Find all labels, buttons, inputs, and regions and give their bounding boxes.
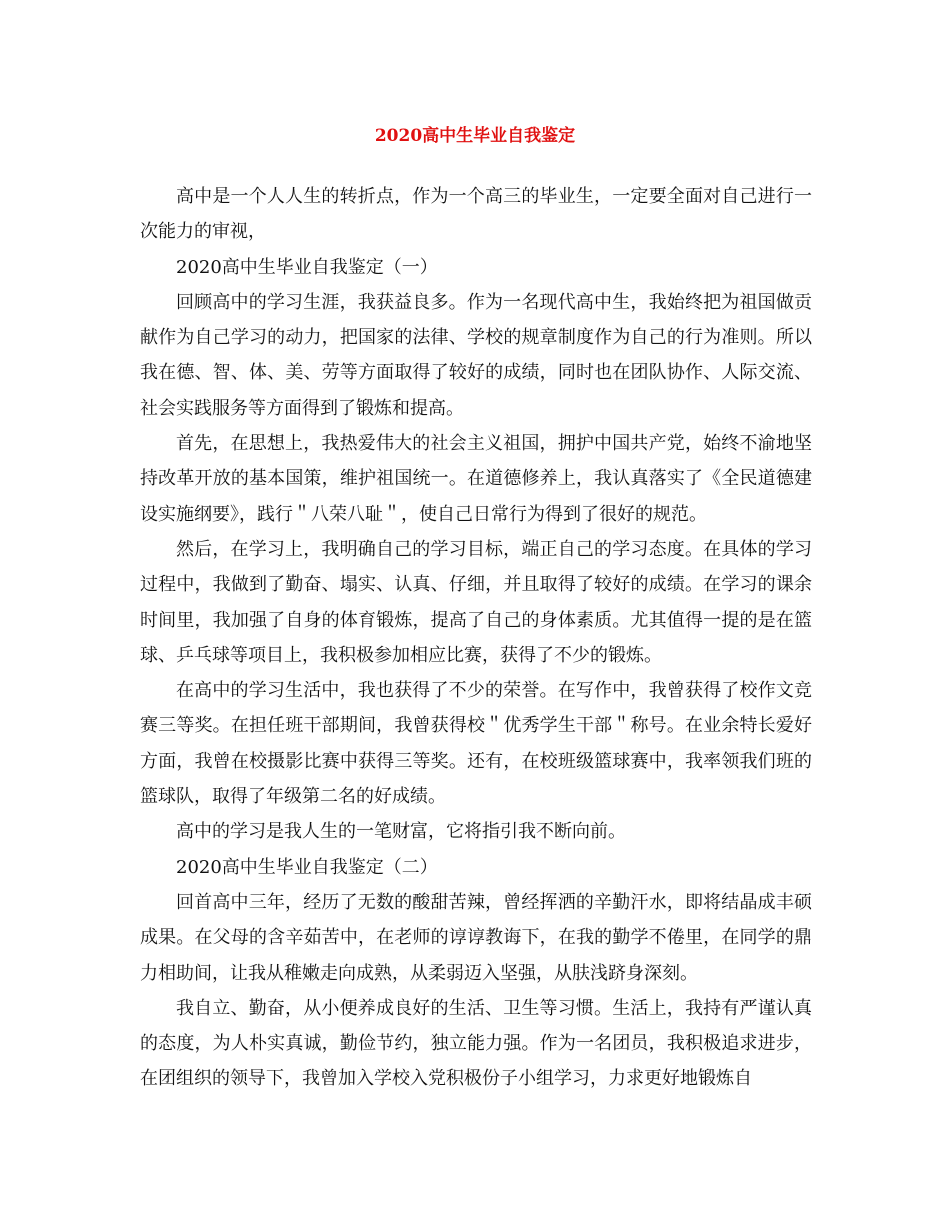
paragraph: 我自立、勤奋，从小便养成良好的生活、卫生等习惯。生活上，我持有严谨认真的态度，为人朴实真诚，勤俭节约，独立能力强。作为一名团员，我积极追求进步，在团组织的领导下，我曾加入学校入党积极份子小组学习，力求更好地锻炼自 [140,997,812,1090]
paragraph: 高中的学习是我人生的一笔财富，它将指引我不断向前。 [176,821,626,843]
paragraph: 在高中的学习生活中，我也获得了不少的荣誉。在写作中，我曾获得了校作文竞赛三等奖。在担任班干部期间，我曾获得校＂优秀学生干部＂称号。在业余特长爱好方面，我曾在校摄影比赛中获得三等奖。还有，在校班级篮球赛中，我率领我们班的篮球队，取得了年级第二名的好成绩。 [140,680,812,808]
paragraph: 首先，在思想上，我热爱伟大的社会主义祖国，拥护中国共产党，始终不渝地坚持改革开放的基本国策，维护祖国统一。在道德修养上，我认真落实了《全民道德建设实施纲要》，践行＂八荣八耻＂，使自己日常行为得到了很好的规范。 [140,433,812,525]
paragraph: 回首高中三年，经历了无数的酸甜苦辣，曾经挥洒的辛勤汗水，即将结晶成丰硕成果。在父母的含辛茹苦中，在老师的谆谆教诲下，在我的勤学不倦里，在同学的鼎力相助间，让我从稚嫩走向成熟，从柔弱迈入坚强，从肤浅跻身深刻。 [140,891,812,984]
paragraph: 回顾高中的学习生涯，我获益良多。作为一名现代高中生，我始终把为祖国做贡献作为自己学习的动力，把国家的法律、学校的规章制度作为自己的行为准则。所以我在德、智、体、美、劳等方面取得了较好的成绩，同时也在团队协作、人际交流、社会实践服务等方面得到了锻炼和提高。 [140,291,812,419]
section-heading-1: 2020高中生毕业自我鉴定（一） [176,256,438,278]
section-heading-2: 2020高中生毕业自我鉴定（二） [176,856,438,878]
paragraph-intro: 高中是一个人人生的转折点，作为一个高三的毕业生，一定要全面对自己进行一次能力的审视， [140,186,812,243]
document-title: 2020高中生毕业自我鉴定 [374,126,576,146]
paragraph: 然后，在学习上，我明确自己的学习目标，端正自己的学习态度。在具体的学习过程中，我做到了勤奋、塌实、认真、仔细，并且取得了较好的成绩。在学习的课余时间里，我加强了自身的体育锻炼，提高了自己的身体素质。尤其值得一提的是在篮球、乒乓球等项目上，我积极参加相应比赛，获得了不少的锻炼。 [140,538,812,666]
document-body [140,179,812,1097]
